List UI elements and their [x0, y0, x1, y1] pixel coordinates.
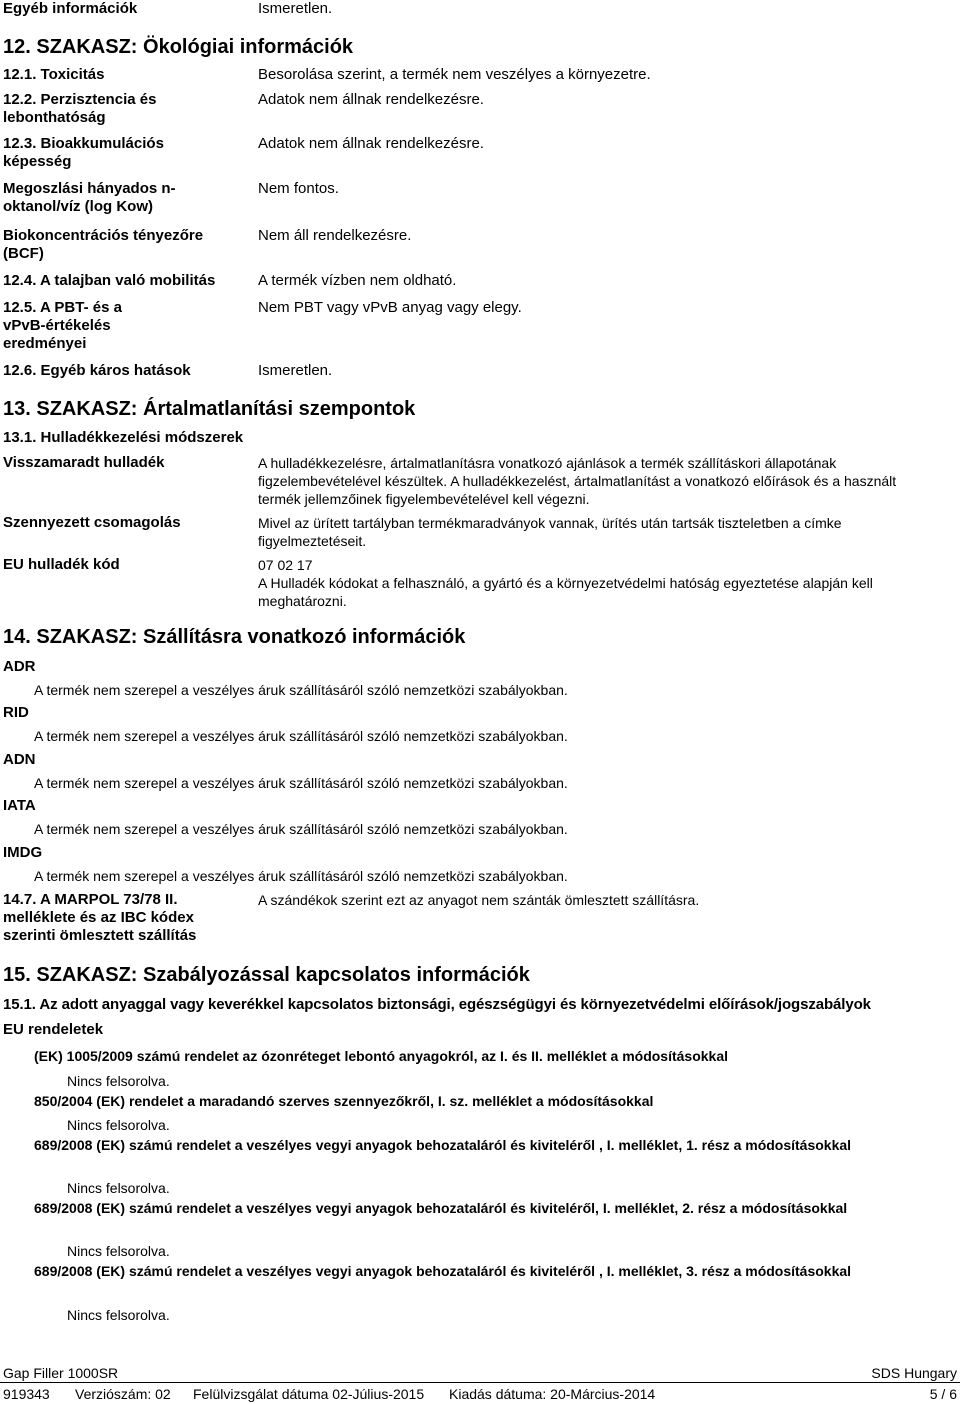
s14-mode-adn-label: ADN — [3, 751, 36, 768]
s13-value-eu-waste-code: 07 02 17 — [258, 557, 313, 573]
s12-label-toxicity: 12.1. Toxicitás — [3, 66, 105, 83]
s14-mode-rid-label: RID — [3, 704, 29, 721]
s14-mode-adn-text: A termék nem szerepel a veszélyes áruk szállításáról szóló nemzetközi szabályokban. — [34, 775, 568, 791]
s15-subheading: 15.1. Az adott anyaggal vagy keverékkel kapcsolatos biztonsági, egészségügyi és környezetvédelmi előírások/jogszabályok — [3, 996, 871, 1013]
s12-label-bcf: Biokoncentrációs tényezőre (BCF) — [3, 227, 204, 262]
footer-page-number: 5 / 6 — [929, 1386, 957, 1402]
s14-mode-imdg-text: A termék nem szerepel a veszélyes áruk szállításáról szóló nemzetközi szabályokban. — [34, 868, 568, 884]
s12-value-pbt: Nem PBT vagy vPvB anyag vagy elegy. — [258, 299, 522, 316]
other-info-label: Egyéb információk — [3, 0, 138, 17]
s13-value-packaging: Mivel az ürített tartályban termékmaradványok vannak, ürítés után tartsák tiszteletben a címke figyelmeztetéseit. — [258, 515, 842, 549]
s12-label-bioaccumulation: 12.3. Bioakkumulációs képesség — [3, 135, 164, 170]
section-15-heading: 15. SZAKASZ: Szabályozással kapcsolatos információk — [3, 964, 530, 986]
section-14-heading: 14. SZAKASZ: Szállításra vonatkozó információk — [3, 626, 466, 648]
s15-reg-title: 850/2004 (EK) rendelet a maradandó szerves szennyezőkről, I. sz. melléklet a módosításokkal — [34, 1093, 654, 1109]
footer-divider — [0, 1382, 960, 1383]
s12-value-other-effects: Ismeretlen. — [258, 362, 333, 379]
s12-value-bioaccumulation: Adatok nem állnak rendelkezésre. — [258, 135, 484, 152]
s14-mode-adr-label: ADR — [3, 658, 36, 675]
s15-reg-value: Nincs felsorolva. — [67, 1307, 170, 1323]
footer-document-type: SDS Hungary — [871, 1365, 957, 1381]
s12-label-pbt: 12.5. A PBT- és a vPvB-értékelés eredményei — [3, 299, 122, 352]
s12-label-mobility: 12.4. A talajban való mobilitás — [3, 272, 216, 289]
other-info-value: Ismeretlen. — [258, 0, 333, 17]
footer-version: Verziószám: 02 — [75, 1386, 171, 1402]
s14-marpol-value: A szándékok szerint ezt az anyagot nem szánták ömlesztett szállításra. — [258, 892, 700, 908]
s12-value-bcf: Nem áll rendelkezésre. — [258, 227, 412, 244]
s14-mode-rid-text: A termék nem szerepel a veszélyes áruk szállításáról szóló nemzetközi szabályokban. — [34, 728, 568, 744]
footer-document-id: 919343 — [3, 1386, 50, 1402]
s14-mode-iata-text: A termék nem szerepel a veszélyes áruk szállításáról szóló nemzetközi szabályokban. — [34, 821, 568, 837]
s12-label-other-effects: 12.6. Egyéb káros hatások — [3, 362, 191, 379]
footer-product-name: Gap Filler 1000SR — [3, 1365, 119, 1381]
footer-revision-date: Felülvizsgálat dátuma 02-Július-2015 — [193, 1386, 425, 1402]
s15-reg-title: 689/2008 (EK) számú rendelet a veszélyes vegyi anyagok behozataláról és kiviteléről , I. melléklet, 1. rész a módosításokkal — [34, 1137, 852, 1153]
section-12-heading: 12. SZAKASZ: Ökológiai információk — [3, 36, 354, 58]
section-13-heading: 13. SZAKASZ: Ártalmatlanítási szempontok — [3, 398, 416, 420]
s12-label-log-kow: Megoszlási hányados n-oktanol/víz (log Kow) — [3, 180, 176, 215]
footer-issue-date: Kiadás dátuma: 20-Március-2014 — [449, 1386, 656, 1402]
s12-value-persistence: Adatok nem állnak rendelkezésre. — [258, 91, 484, 108]
s14-mode-iata-label: IATA — [3, 797, 36, 814]
s15-reg-value: Nincs felsorolva. — [67, 1243, 170, 1259]
s15-reg-title: 689/2008 (EK) számú rendelet a veszélyes vegyi anyagok behozataláról és kiviteléről , I. melléklet, 3. rész a módosításokkal — [34, 1263, 852, 1279]
s15-reg-value: Nincs felsorolva. — [67, 1180, 170, 1196]
s15-reg-value: Nincs felsorolva. — [67, 1117, 170, 1133]
s13-label-eu-waste-code: EU hulladék kód — [3, 556, 120, 573]
s14-marpol-label: 14.7. A MARPOL 73/78 II. melléklete és az IBC kódex szerinti ömlesztett szállítás — [3, 891, 197, 944]
s14-mode-adr-text: A termék nem szerepel a veszélyes áruk szállításáról szóló nemzetközi szabályokban. — [34, 682, 568, 698]
s12-label-persistence: 12.2. Perzisztencia és lebonthatóság — [3, 91, 157, 126]
s13-subheading: 13.1. Hulladékkezelési módszerek — [3, 429, 244, 446]
s15-reg-title: (EK) 1005/2009 számú rendelet az ózonréteget lebontó anyagokról, az I. és II. melléklet a módosításokkal — [34, 1048, 729, 1064]
s14-mode-imdg-label: IMDG — [3, 844, 43, 861]
s15-reg-title: 689/2008 (EK) számú rendelet a veszélyes vegyi anyagok behozataláról és kiviteléről, I. melléklet, 2. rész a módosításokkal — [34, 1200, 848, 1216]
s12-value-mobility: A termék vízben nem oldható. — [258, 272, 457, 289]
s12-value-log-kow: Nem fontos. — [258, 180, 339, 197]
s13-note-eu-waste-code: A Hulladék kódokat a felhasználó, a gyártó és a környezetvédelmi hatóság egyeztetése alapján kell meghatározni. — [258, 575, 873, 609]
s12-value-toxicity: Besorolása szerint, a termék nem veszélyes a környezetre. — [258, 66, 651, 83]
s15-eu-regulations-label: EU rendeletek — [3, 1021, 104, 1038]
s15-reg-value: Nincs felsorolva. — [67, 1073, 170, 1089]
s13-label-packaging: Szennyezett csomagolás — [3, 514, 181, 531]
s13-label-residual-waste: Visszamaradt hulladék — [3, 454, 165, 471]
s13-value-residual-waste: A hulladékkezelésre, ártalmatlanításra vonatkozó ajánlások a termék szállításkori állapotának figzelembevételével készültek. A hulladékkezelést, ártalmatlanítást a vonatkozó előírások és a használt termék jellemzőinek figyelembevételével kell végezni. — [258, 455, 897, 507]
